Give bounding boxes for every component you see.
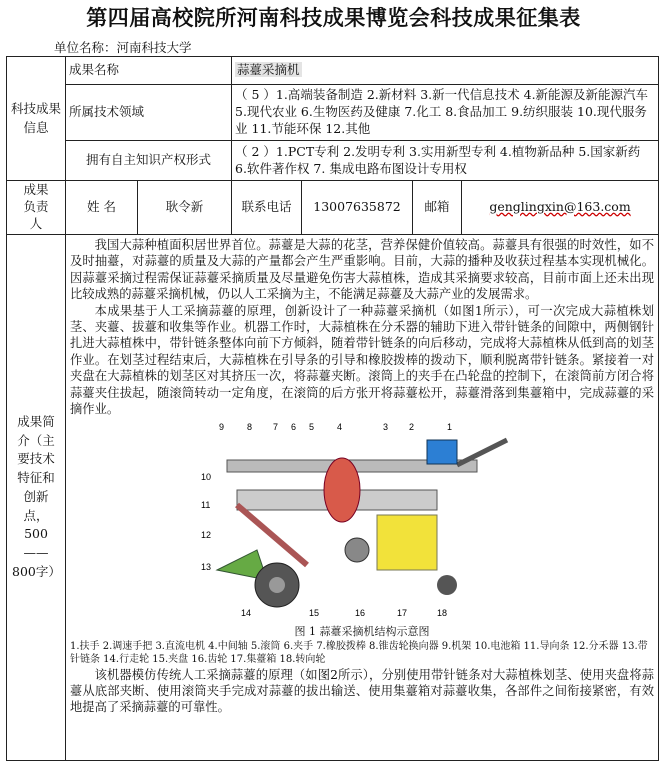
callout-label: 4 (337, 421, 343, 432)
email-label: 邮箱 (413, 181, 462, 235)
callout-label: 2 (409, 421, 415, 432)
name-value-cell[interactable] (232, 57, 659, 85)
ip-form-options[interactable]: （ 2 ）1.PCT专利 2.发明专利 3.实用新型专利 4.植物新品种 5.国家新药 6.软件著作权 7. 集成电路布图设计专用权 (232, 141, 659, 181)
callout-label: 14 (241, 607, 252, 618)
callout-label: 13 (201, 561, 212, 572)
name-label: 成果名称 (66, 57, 232, 85)
callout-label: 3 (383, 421, 389, 432)
phone-label: 联系电话 (232, 181, 302, 235)
machine-diagram-image (197, 420, 527, 620)
callout-label: 1 (447, 421, 453, 432)
person-section-label: 成果负责人 (7, 181, 66, 235)
callout-label: 10 (201, 471, 212, 482)
person-name-label: 姓 名 (66, 181, 138, 235)
form-title: 第四届高校院所河南科技成果博览会科技成果征集表 (86, 6, 581, 30)
callout-label: 11 (201, 499, 211, 510)
callout-label: 12 (201, 529, 212, 540)
ip-label: 拥有自主知识产权形式 (66, 141, 232, 181)
callout-label: 5 (309, 421, 315, 432)
phone-value[interactable]: 13007635872 (302, 181, 413, 235)
callout-label: 7 (273, 421, 279, 432)
figure-legend: 1.扶手 2.调速手把 3.直流电机 4.中间轴 5.滚筒 6.夹手 7.橡胶拨棒 8.锥齿轮换向器 9.机架 10.电池箱 11.导向条 12.分禾器 13.带针链条 14.行走轮 15.夹盘 16.齿轮 17.集薹箱 18.转向轮 (70, 640, 648, 665)
callout-label: 15 (309, 607, 320, 618)
intro-paragraph-2: 本成果基于人工采摘蒜薹的原理，创新设计了一种蒜薹采摘机（如图1所示），可一次完成大蒜植株划茎、夹薹、拔薹和收集等作业。机器工作时，大蒜植株在分禾器的辅助下进入带针链条的间隙中，两侧钢针扎进大蒜植株中，带针链条整体向前下方倾斜，随着带针链条的向后移动，完成将大蒜植株从低到高的划茎作业。在划茎过程结束后，大蒜植株在引导条的引导和橡胶拨棒的拨动下，顺利脱离带针链条。紧接着一对夹盘在大蒜植株的划茎区对其挤压一次，将蒜薹夹断。滚筒上的夹手在凸轮盘的控制下，在滚筒前方闭合将蒜薹夹住拔起，随滚筒转动一定角度，在滚筒的后方张开将蒜薹松开，蒜薹滑落到集薹箱中，完成蒜薹的采摘作业。 (70, 303, 655, 417)
field-label: 所属技术领域 (66, 85, 232, 141)
callout-label: 18 (437, 607, 448, 618)
intro-paragraph-1: 我国大蒜种植面积居世界首位。蒜薹是大蒜的花茎，营养保健价值较高。蒜薹具有很强的时效性，如不及时抽薹，对蒜薹的质量及大蒜的产量都会产生严重影响。目前，大蒜的播种及收获过程基本实现机械化。因蒜薹采摘过程需保证蒜薹采摘质量及尽量避免伤害大蒜植株，造成其采摘要求较高，目前市面上还未出现比较成熟的蒜薹采摘机械，仍以人工采摘为主，不能满足蒜薹及大蒜产业的发展需求。 (70, 237, 655, 302)
email-link[interactable]: genglingxin@163.com (489, 198, 631, 214)
callout-label: 8 (247, 421, 253, 432)
callout-label: 17 (397, 607, 408, 618)
callout-label: 9 (219, 421, 225, 432)
machine-figure (70, 420, 654, 625)
callout-label: 16 (355, 607, 366, 618)
unit-name: 单位名称：河南科技大学 (54, 40, 192, 55)
email-value[interactable] (462, 181, 659, 235)
collection-form-table (6, 56, 659, 761)
person-name-value[interactable]: 耿令新 (138, 181, 232, 235)
info-section-label: 科技成果信息 (7, 57, 66, 181)
intro-content (66, 234, 659, 760)
tech-field-options[interactable]: （ 5 ）1.高端装备制造 2.新材料 3.新一代信息技术 4.新能源及新能源汽车 5.现代农业 6.生物医药及健康 7.化工 8.食品加工 9.纺织服装 10.现代服务业 11.节能环保 12.其他 (232, 85, 659, 141)
intro-paragraph-3: 该机器模仿传统人工采摘蒜薹的原理（如图2所示），分别使用带针链条对大蒜植株划茎、使用夹盘将蒜薹从底部夹断、使用滚筒夹手完成对蒜薹的拔出输送、使用集薹箱对蒜薹收集，各部件之间衔接紧密，有效地提高了采摘蒜薹的可靠性。 (70, 667, 655, 715)
achievement-name: 蒜薹采摘机 (237, 62, 300, 78)
intro-section-label: 成果简介（主要技术特征和创新点，500——800字） (7, 234, 66, 760)
figure-caption: 图 1 蒜薹采摘机结构示意图 (294, 624, 430, 638)
callout-label: 6 (291, 421, 297, 432)
